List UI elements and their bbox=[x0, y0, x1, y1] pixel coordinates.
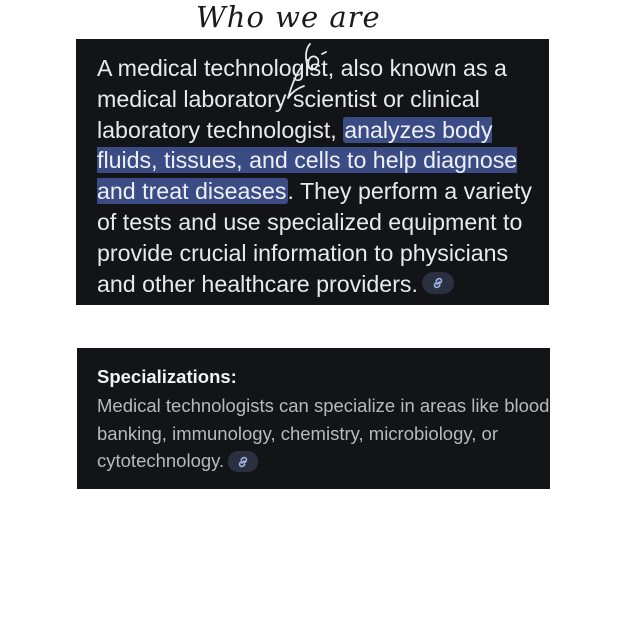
specializations-body: Medical technologists can specialize in areas like blood banking, immunology, chemistry, microbiology, or cytotechnology. bbox=[97, 395, 550, 471]
source-link-button[interactable] bbox=[422, 272, 454, 294]
link-icon bbox=[431, 276, 445, 290]
link-icon bbox=[236, 455, 250, 469]
definition-card bbox=[76, 39, 549, 305]
specializations-card bbox=[77, 348, 550, 489]
definition-text-end: . They perform a variety of tests and use specialized equipment to provide crucial information to physicians and other healthcare providers. bbox=[97, 178, 532, 297]
highlighted-phrase[interactable]: analyzes body fluids, tissues, and cells to help diagnose and treat diseases bbox=[97, 116, 518, 205]
page-heading: Who we are bbox=[196, 0, 381, 34]
source-link-button[interactable] bbox=[228, 451, 258, 472]
specializations-title: Specializations: bbox=[97, 366, 237, 387]
definition-text bbox=[97, 53, 549, 299]
specializations-text bbox=[97, 392, 550, 475]
definition-text-start: A medical technologist, also known as a medical laboratory scientist or clinical laboratory technologist, bbox=[97, 55, 507, 143]
